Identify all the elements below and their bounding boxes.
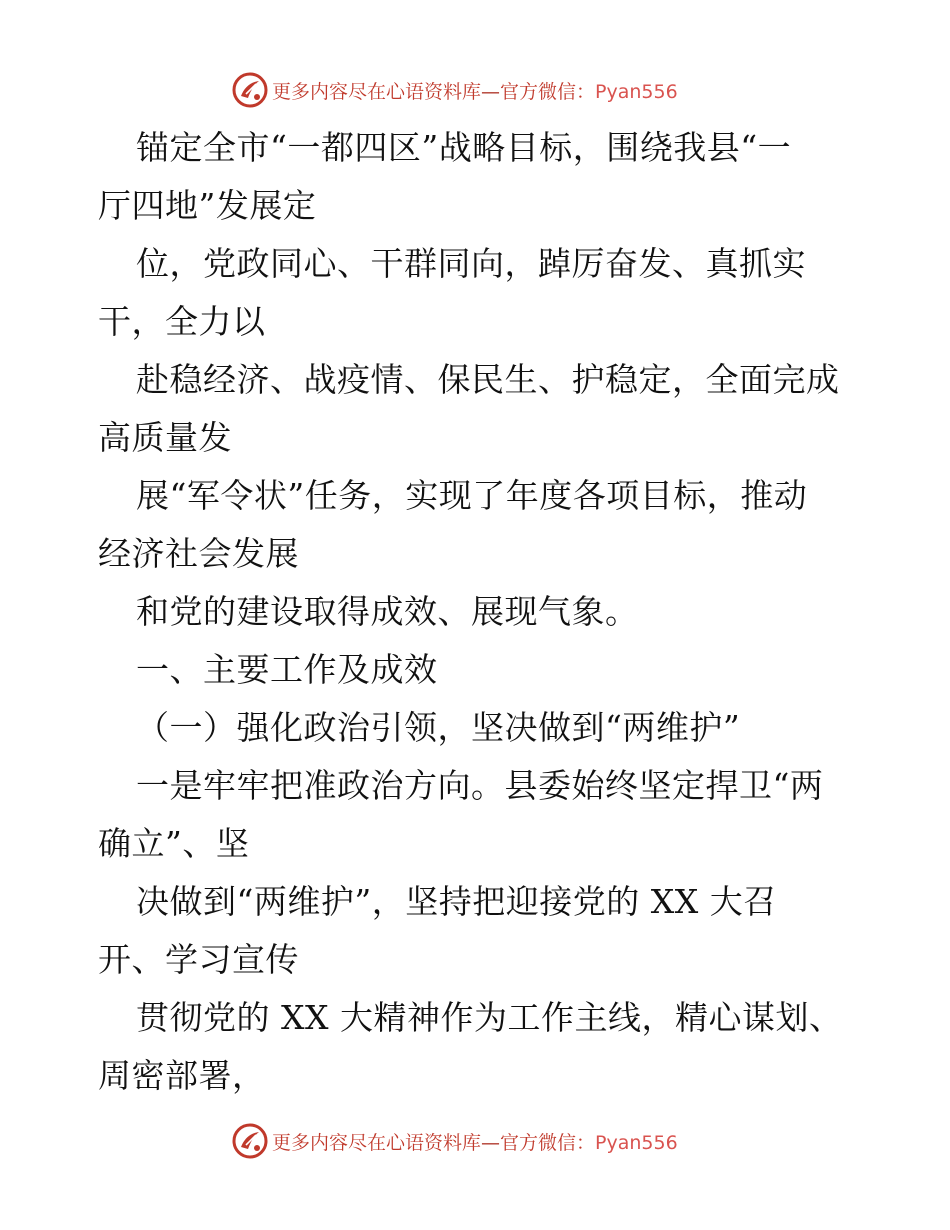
section-heading: 一、主要工作及成效 [136, 650, 438, 689]
banner-account: Pyan556 [595, 80, 678, 103]
banner-account: Pyan556 [595, 1131, 678, 1154]
text-line: 和党的建设取得成效、展现气象。 [136, 592, 639, 631]
banner-label: 官方微信： [500, 80, 596, 103]
banner-main-text: 更多内容尽在心语资料库 [272, 1131, 482, 1154]
text-line: 锚定全市“一都四区”战略目标，围绕我县“一 [136, 128, 792, 167]
banner-dash: — [481, 1131, 501, 1154]
header-watermark-banner [232, 70, 678, 110]
text-line: 经济社会发展 [98, 534, 299, 573]
banner-text [272, 1128, 678, 1155]
brand-logo-icon [232, 1123, 268, 1159]
text-line: 位，党政同心、干群同向，踔厉奋发、真抓实 [136, 244, 806, 283]
banner-text [272, 77, 678, 104]
banner-dash: — [481, 80, 501, 103]
text-line: 确立”、坚 [98, 824, 250, 863]
banner-main-text: 更多内容尽在心语资料库 [272, 80, 482, 103]
brand-logo-icon [232, 72, 268, 108]
text-line: 贯彻党的 XX 大精神作为工作主线，精心谋划、 [136, 998, 843, 1037]
text-line: 决做到“两维护”，坚持把迎接党的 XX 大召 [136, 882, 777, 921]
text-line: 赴稳经济、战疫情、保民生、护稳定，全面完成 [136, 360, 840, 399]
text-line: 厅四地”发展定 [98, 186, 317, 225]
text-line: 周密部署， [98, 1056, 266, 1095]
text-line: 开、学习宣传 [98, 940, 299, 979]
text-line: 高质量发 [98, 418, 232, 457]
text-line: 一是牢牢把准政治方向。县委始终坚定捍卫“两 [136, 766, 824, 805]
footer-watermark-banner [232, 1121, 678, 1161]
subsection-heading: （一）强化政治引领，坚决做到“两维护” [136, 708, 741, 747]
text-line: 展“军令状”任务，实现了年度各项目标，推动 [136, 476, 808, 515]
banner-label: 官方微信： [500, 1131, 596, 1154]
text-line: 干，全力以 [98, 302, 266, 341]
